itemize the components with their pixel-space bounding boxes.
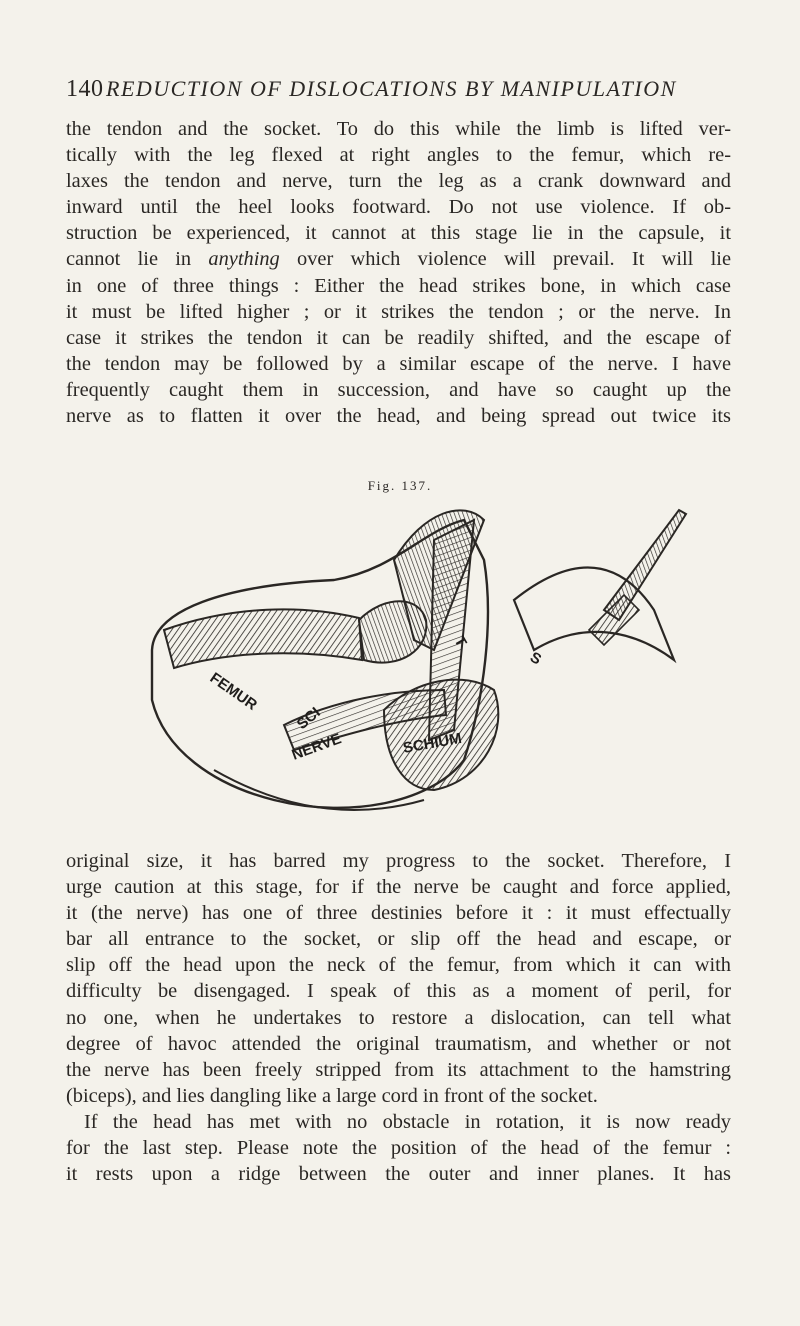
text-line: struction be experienced, it cannot at this stage lie in the capsule, it bbox=[66, 222, 731, 245]
figure-label-femur: FEMUR bbox=[206, 669, 261, 714]
text-line: laxes the tendon and nerve, turn the leg as a crank downward and bbox=[66, 170, 731, 193]
text-line: in one of three things : Either the head strikes bone, in which case bbox=[66, 274, 731, 297]
figure-label-sci: SCI bbox=[293, 703, 324, 734]
text-line: it rests upon a ridge between the outer and inner planes. It has bbox=[66, 1163, 731, 1186]
text-line: urge caution at this stage, for if the nerve be caught and force applied, bbox=[66, 876, 731, 899]
text-line: frequently caught them in succession, and have so caught up the bbox=[66, 378, 731, 401]
figure-label-nerve: NERVE bbox=[289, 730, 344, 764]
text-line: case it strikes the tendon it can be readily shifted, and the escape of bbox=[66, 326, 731, 349]
running-head: REDUCTION OF DISLOCATIONS BY MANIPULATION bbox=[106, 76, 677, 101]
text-line: nerve as to flatten it over the head, and being spread out twice its bbox=[66, 405, 731, 428]
text-line: original size, it has barred my progress to the socket. Therefore, I bbox=[66, 850, 731, 872]
text-line: slip off the head upon the neck of the femur, from which it can with bbox=[66, 954, 731, 977]
paragraph-2 bbox=[66, 848, 731, 1187]
text-line: bar all entrance to the socket, or slip off the head and escape, or bbox=[66, 928, 731, 951]
paragraph-1 bbox=[66, 116, 731, 429]
text-line: If the head has met with no obstacle in rotation, it is now ready bbox=[84, 1110, 731, 1133]
text-line: inward until the heel looks footward. Do not use violence. If ob- bbox=[66, 196, 731, 219]
page-header bbox=[66, 74, 746, 108]
figure-label-schium: SCHIUM bbox=[401, 729, 463, 757]
text-line: it must be lifted higher ; or it strikes the tendon ; or the nerve. In bbox=[66, 300, 731, 323]
text-line: it (the nerve) has one of three destinies before it : it must effectually bbox=[66, 902, 731, 925]
text-line: tically with the leg flexed at right angles to the femur, which re- bbox=[66, 144, 731, 167]
figure-caption: Fig. 137. bbox=[367, 478, 433, 493]
text-line: the nerve has been freely stripped from its attachment to the hamstring bbox=[66, 1058, 731, 1081]
figure-label-t: T bbox=[450, 633, 470, 650]
text-line: degree of havoc attended the original traumatism, and whether or not bbox=[66, 1032, 731, 1055]
figure-label-s: S bbox=[527, 648, 545, 669]
text-run: over which violence will prevail. It will lie bbox=[279, 248, 731, 271]
right-limb bbox=[514, 568, 674, 661]
text-line-emphasis bbox=[66, 246, 731, 272]
text-line: for the last step. Please note the position of the head of the femur : bbox=[66, 1137, 731, 1160]
text-line: the tendon may be followed by a similar escape of the nerve. I have bbox=[66, 352, 731, 375]
text-line: (biceps), and lies dangling like a large cord in front of the socket. bbox=[66, 1084, 598, 1107]
text-line: difficulty be disengaged. I speak of this as a moment of peril, for bbox=[66, 980, 731, 1003]
femur-shaft bbox=[164, 609, 362, 668]
anatomical-figure bbox=[134, 500, 694, 830]
emphasis-text: anything bbox=[208, 248, 280, 271]
text-line: the tendon and the socket. To do this while the limb is lifted ver- bbox=[66, 118, 731, 140]
text-run: cannot lie in bbox=[66, 248, 209, 271]
text-line: no one, when he undertakes to restore a dislocation, can tell what bbox=[66, 1006, 731, 1029]
page-number: 140 bbox=[66, 76, 104, 102]
